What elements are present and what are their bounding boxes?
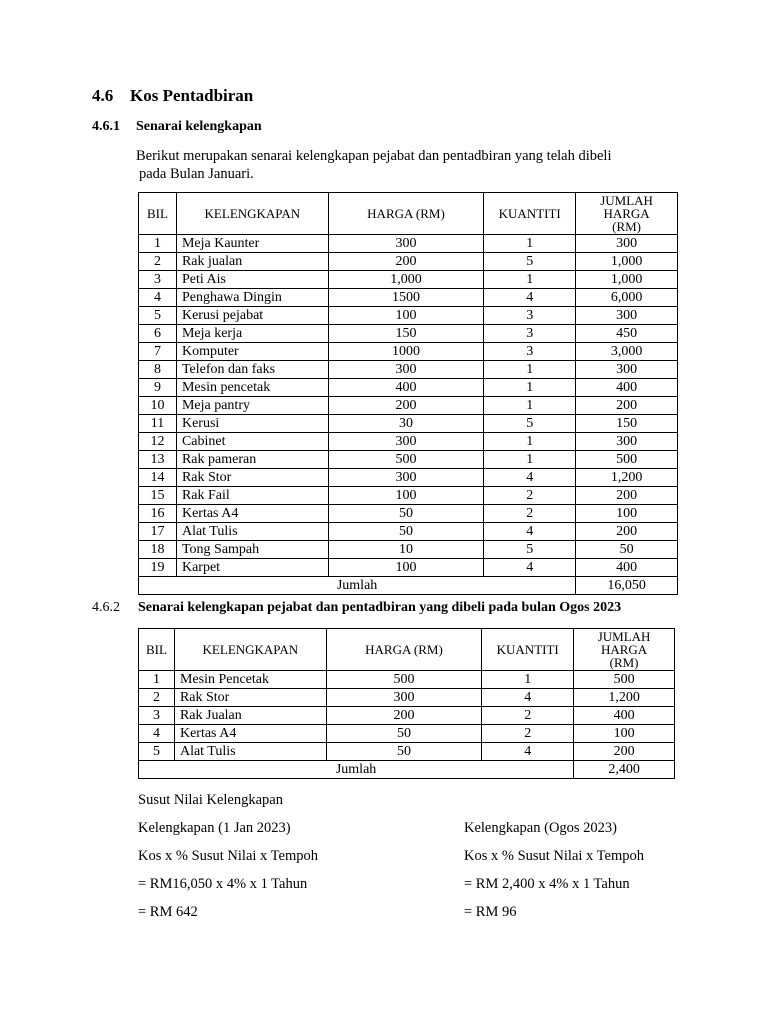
cell-bil: 17 [139, 523, 177, 541]
cell-bil: 5 [139, 307, 177, 325]
cell-kuantiti: 1 [484, 271, 576, 289]
cell-kuantiti: 1 [484, 433, 576, 451]
cell-kuantiti: 4 [484, 523, 576, 541]
cell-bil: 18 [139, 541, 177, 559]
cell-kelengkapan: Alat Tulis [174, 743, 326, 761]
cell-kuantiti: 1 [484, 379, 576, 397]
cell-kuantiti: 3 [484, 307, 576, 325]
cell-kuantiti: 5 [484, 541, 576, 559]
cell-bil: 19 [139, 559, 177, 577]
section-title: Kos Pentadbiran [130, 86, 254, 105]
depreciation-calc-january [138, 814, 318, 926]
calc-line: = RM 96 [464, 904, 517, 920]
cell-kuantiti: 4 [484, 469, 576, 487]
cell-harga: 30 [328, 415, 484, 433]
cell-jumlah: 3,000 [576, 343, 678, 361]
cell-bil: 9 [139, 379, 177, 397]
cell-jumlah: 200 [576, 397, 678, 415]
section-number: 4.6 [92, 86, 114, 105]
cell-jumlah: 400 [574, 707, 675, 725]
cell-kelengkapan: Meja kerja [176, 325, 328, 343]
cell-bil: 11 [139, 415, 177, 433]
cell-jumlah: 200 [576, 523, 678, 541]
cell-kelengkapan: Komputer [176, 343, 328, 361]
cell-harga: 1500 [328, 289, 484, 307]
table-row [139, 707, 675, 725]
cell-kelengkapan: Rak Jualan [174, 707, 326, 725]
table-row [139, 433, 678, 451]
cell-kelengkapan: Peti Ais [176, 271, 328, 289]
cell-kuantiti: 3 [484, 343, 576, 361]
cell-kelengkapan: Telefon dan faks [176, 361, 328, 379]
table-row [139, 469, 678, 487]
cell-harga: 300 [328, 361, 484, 379]
cell-harga: 200 [328, 397, 484, 415]
cell-bil: 14 [139, 469, 177, 487]
table-row [139, 397, 678, 415]
header-bil: BIL [139, 193, 177, 235]
cell-bil: 3 [139, 271, 177, 289]
cell-kuantiti: 4 [484, 559, 576, 577]
table-row [139, 289, 678, 307]
cell-jumlah: 200 [576, 487, 678, 505]
cell-jumlah: 500 [576, 451, 678, 469]
cell-jumlah: 450 [576, 325, 678, 343]
cell-harga: 50 [328, 505, 484, 523]
cell-jumlah: 1,200 [574, 689, 675, 707]
table-row [139, 505, 678, 523]
header-jumlah-line2: (RM) [612, 219, 642, 234]
table-row [139, 743, 675, 761]
cell-jumlah: 300 [576, 307, 678, 325]
table-header-row [139, 629, 675, 671]
calc-line: Kos x % Susut Nilai x Tempoh [138, 848, 318, 864]
subsection-number: 4.6.2 [92, 600, 120, 615]
total-label: Jumlah [139, 761, 574, 779]
table-row [139, 725, 675, 743]
cell-kelengkapan: Kerusi pejabat [176, 307, 328, 325]
cell-kelengkapan: Meja Kaunter [176, 235, 328, 253]
calc-line: = RM16,050 x 4% x 1 Tahun [138, 876, 308, 892]
header-jumlah-line1: JUMLAH HARGA [600, 193, 653, 221]
table-row [139, 253, 678, 271]
cell-harga: 1000 [328, 343, 484, 361]
cell-kelengkapan: Mesin Pencetak [174, 671, 326, 689]
cell-bil: 5 [139, 743, 175, 761]
calc-line: Kelengkapan (Ogos 2023) [464, 820, 618, 836]
cell-harga: 500 [326, 671, 482, 689]
cell-bil: 1 [139, 235, 177, 253]
cell-harga: 150 [328, 325, 484, 343]
cell-kuantiti: 5 [484, 415, 576, 433]
cell-kuantiti: 1 [484, 451, 576, 469]
cell-jumlah: 400 [576, 379, 678, 397]
cell-jumlah: 200 [574, 743, 675, 761]
calc-line: Kelengkapan (1 Jan 2023) [138, 820, 291, 836]
cell-bil: 12 [139, 433, 177, 451]
table-row [139, 523, 678, 541]
cell-kelengkapan: Kertas A4 [176, 505, 328, 523]
cell-jumlah: 100 [576, 505, 678, 523]
calc-line: = RM 642 [138, 904, 198, 920]
subsection-number: 4.6.1 [92, 119, 120, 134]
cell-bil: 6 [139, 325, 177, 343]
cell-harga: 100 [328, 307, 484, 325]
cell-jumlah: 300 [576, 235, 678, 253]
cell-kelengkapan: Rak jualan [176, 253, 328, 271]
cell-harga: 400 [328, 379, 484, 397]
cell-harga: 100 [328, 487, 484, 505]
header-bil: BIL [139, 629, 175, 671]
cell-kelengkapan: Meja pantry [176, 397, 328, 415]
header-jumlah-harga [574, 629, 675, 671]
header-jumlah-line2: (RM) [609, 655, 639, 670]
table-row [139, 271, 678, 289]
cell-bil: 4 [139, 725, 175, 743]
cell-kelengkapan: Mesin pencetak [176, 379, 328, 397]
cell-harga: 10 [328, 541, 484, 559]
table-row [139, 487, 678, 505]
cell-jumlah: 400 [576, 559, 678, 577]
header-jumlah-line1: JUMLAH HARGA [597, 629, 651, 657]
cell-bil: 15 [139, 487, 177, 505]
cell-kuantiti: 4 [484, 289, 576, 307]
section-heading [92, 86, 253, 106]
cell-kuantiti: 2 [482, 725, 574, 743]
cell-jumlah: 150 [576, 415, 678, 433]
subsection-title: Senarai kelengkapan [136, 119, 262, 134]
cell-kuantiti: 3 [484, 325, 576, 343]
cell-harga: 50 [326, 743, 482, 761]
cell-bil: 16 [139, 505, 177, 523]
cell-kuantiti: 1 [484, 361, 576, 379]
cell-jumlah: 1,000 [576, 253, 678, 271]
cell-harga: 100 [328, 559, 484, 577]
cell-bil: 1 [139, 671, 175, 689]
cell-harga: 300 [328, 235, 484, 253]
cell-bil: 3 [139, 707, 175, 725]
cell-harga: 500 [328, 451, 484, 469]
cell-kuantiti: 1 [482, 671, 574, 689]
cell-jumlah: 300 [576, 361, 678, 379]
table-row [139, 671, 675, 689]
cell-kelengkapan: Penghawa Dingin [176, 289, 328, 307]
table-row [139, 541, 678, 559]
calc-line: = RM 2,400 x 4% x 1 Tahun [464, 876, 630, 892]
cell-harga: 50 [326, 725, 482, 743]
table-row [139, 343, 678, 361]
table-header-row [139, 193, 678, 235]
cell-kuantiti: 2 [482, 707, 574, 725]
cell-bil: 2 [139, 253, 177, 271]
total-row [139, 761, 675, 779]
depreciation-title: Susut Nilai Kelengkapan [138, 792, 283, 808]
intro-paragraph [136, 147, 696, 183]
depreciation-calc-august [464, 814, 644, 926]
cell-bil: 8 [139, 361, 177, 379]
cell-kuantiti: 1 [484, 235, 576, 253]
total-row [139, 577, 678, 595]
cell-kuantiti: 4 [482, 743, 574, 761]
table-row [139, 379, 678, 397]
cell-kelengkapan: Rak Stor [176, 469, 328, 487]
header-kuantiti: KUANTITI [482, 629, 574, 671]
header-kelengkapan: KELENGKAPAN [176, 193, 328, 235]
cell-harga: 300 [328, 469, 484, 487]
cell-kuantiti: 4 [482, 689, 574, 707]
table-row [139, 361, 678, 379]
cell-kuantiti: 5 [484, 253, 576, 271]
table-row [139, 307, 678, 325]
cell-kelengkapan: Cabinet [176, 433, 328, 451]
cell-harga: 1,000 [328, 271, 484, 289]
cell-kelengkapan: Tong Sampah [176, 541, 328, 559]
cell-harga: 300 [326, 689, 482, 707]
total-label: Jumlah [139, 577, 576, 595]
header-kuantiti: KUANTITI [484, 193, 576, 235]
header-kelengkapan: KELENGKAPAN [174, 629, 326, 671]
total-value: 16,050 [576, 577, 678, 595]
cell-kuantiti: 1 [484, 397, 576, 415]
cell-jumlah: 500 [574, 671, 675, 689]
cell-kelengkapan: Rak pameran [176, 451, 328, 469]
cell-kelengkapan: Karpet [176, 559, 328, 577]
cell-harga: 300 [328, 433, 484, 451]
cell-jumlah: 1,000 [576, 271, 678, 289]
cell-harga: 200 [328, 253, 484, 271]
header-jumlah-harga [576, 193, 678, 235]
cell-kuantiti: 2 [484, 487, 576, 505]
subsection-title: Senarai kelengkapan pejabat dan pentadbiran yang dibeli pada bulan Ogos 2023 [138, 600, 622, 615]
cell-jumlah: 6,000 [576, 289, 678, 307]
table-row [139, 325, 678, 343]
table-row [139, 415, 678, 433]
cell-bil: 7 [139, 343, 177, 361]
table-row [139, 689, 675, 707]
cell-bil: 2 [139, 689, 175, 707]
equipment-table-august [138, 628, 675, 779]
subsection-heading-2 [92, 600, 621, 616]
intro-line: Berikut merupakan senarai kelengkapan pejabat dan pentadbiran yang telah dibeli [136, 148, 612, 164]
cell-jumlah: 50 [576, 541, 678, 559]
cell-kuantiti: 2 [484, 505, 576, 523]
cell-kelengkapan: Rak Fail [176, 487, 328, 505]
header-harga: HARGA (RM) [326, 629, 482, 671]
table-row [139, 559, 678, 577]
total-value: 2,400 [574, 761, 675, 779]
cell-kelengkapan: Rak Stor [174, 689, 326, 707]
cell-bil: 13 [139, 451, 177, 469]
table-row [139, 451, 678, 469]
cell-bil: 10 [139, 397, 177, 415]
cell-harga: 200 [326, 707, 482, 725]
calc-line: Kos x % Susut Nilai x Tempoh [464, 848, 644, 864]
cell-jumlah: 100 [574, 725, 675, 743]
cell-kelengkapan: Kerusi [176, 415, 328, 433]
intro-line: pada Bulan Januari. [139, 166, 254, 182]
cell-kelengkapan: Alat Tulis [176, 523, 328, 541]
cell-jumlah: 1,200 [576, 469, 678, 487]
cell-jumlah: 300 [576, 433, 678, 451]
cell-kelengkapan: Kertas A4 [174, 725, 326, 743]
equipment-table-january [138, 192, 678, 595]
table-row [139, 235, 678, 253]
cell-harga: 50 [328, 523, 484, 541]
subsection-heading-1 [92, 119, 262, 135]
header-harga: HARGA (RM) [328, 193, 484, 235]
cell-bil: 4 [139, 289, 177, 307]
